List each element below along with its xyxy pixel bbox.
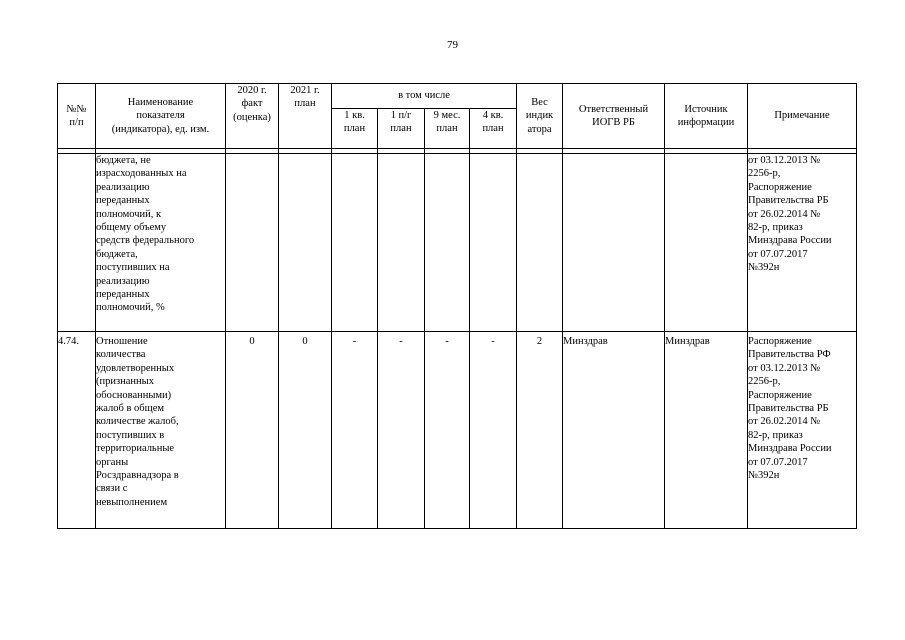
cell-source: Минздрав <box>665 332 748 529</box>
cell-fact-2020 <box>226 154 279 332</box>
indicators-table <box>57 83 857 529</box>
cell-name: Отношение количества удовлетворенных (признанных обоснованными) жалоб в общем количестве жалоб, поступивших в территориальные органы Росздравнадзора в связи с невыполнением <box>96 332 226 529</box>
cell-q1 <box>332 154 378 332</box>
cell-9m <box>425 154 470 332</box>
cell-note: Распоряжение Правительства РФ от 03.12.2013 № 2256-р, Распоряжение Правительства РБ от 26.02.2014 № 82-р, приказ Минздрава России от 07.07.2017 №392н <box>748 332 857 529</box>
header-name: Наименование показателя (индикатора), ед. изм. <box>96 84 226 149</box>
cell-q1: - <box>332 332 378 529</box>
cell-q4 <box>470 154 517 332</box>
cell-num: 4.74. <box>58 332 96 529</box>
header-q1: 1 кв. план <box>332 109 378 149</box>
header-weight: Вес индик атора <box>517 84 563 149</box>
page-number: 79 <box>447 39 458 51</box>
cell-source <box>665 154 748 332</box>
cell-note: от 03.12.2013 № 2256-р, Распоряжение Правительства РБ от 26.02.2014 № 82-р, приказ Минздрава России от 07.07.2017 №392н <box>748 154 857 332</box>
cell-name: бюджета, не израсходованных на реализацию переданных полномочий, к общему объему средств федерального бюджета, поступивших на реализацию переданных полномочий, % <box>96 154 226 332</box>
header-source: Источник информации <box>665 84 748 149</box>
cell-responsible <box>563 154 665 332</box>
header-row-1 <box>58 84 857 109</box>
cell-plan-2021 <box>279 154 332 332</box>
cell-q4: - <box>470 332 517 529</box>
cell-weight <box>517 154 563 332</box>
header-including: в том числе <box>332 84 517 109</box>
table-row <box>58 154 857 332</box>
cell-weight: 2 <box>517 332 563 529</box>
cell-h1 <box>378 154 425 332</box>
cell-fact-2020: 0 <box>226 332 279 529</box>
header-9m: 9 мес. план <box>425 109 470 149</box>
table-row <box>58 332 857 529</box>
header-fact-2020: 2020 г. факт (оценка) <box>226 84 279 149</box>
header-note: Примечание <box>748 84 857 149</box>
cell-h1: - <box>378 332 425 529</box>
header-q4: 4 кв. план <box>470 109 517 149</box>
cell-num <box>58 154 96 332</box>
cell-responsible: Минздрав <box>563 332 665 529</box>
header-h1: 1 п/г план <box>378 109 425 149</box>
cell-plan-2021: 0 <box>279 332 332 529</box>
header-plan-2021: 2021 г. план <box>279 84 332 149</box>
header-responsible: Ответственный ИОГВ РБ <box>563 84 665 149</box>
cell-9m: - <box>425 332 470 529</box>
header-num: №№ п/п <box>58 84 96 149</box>
